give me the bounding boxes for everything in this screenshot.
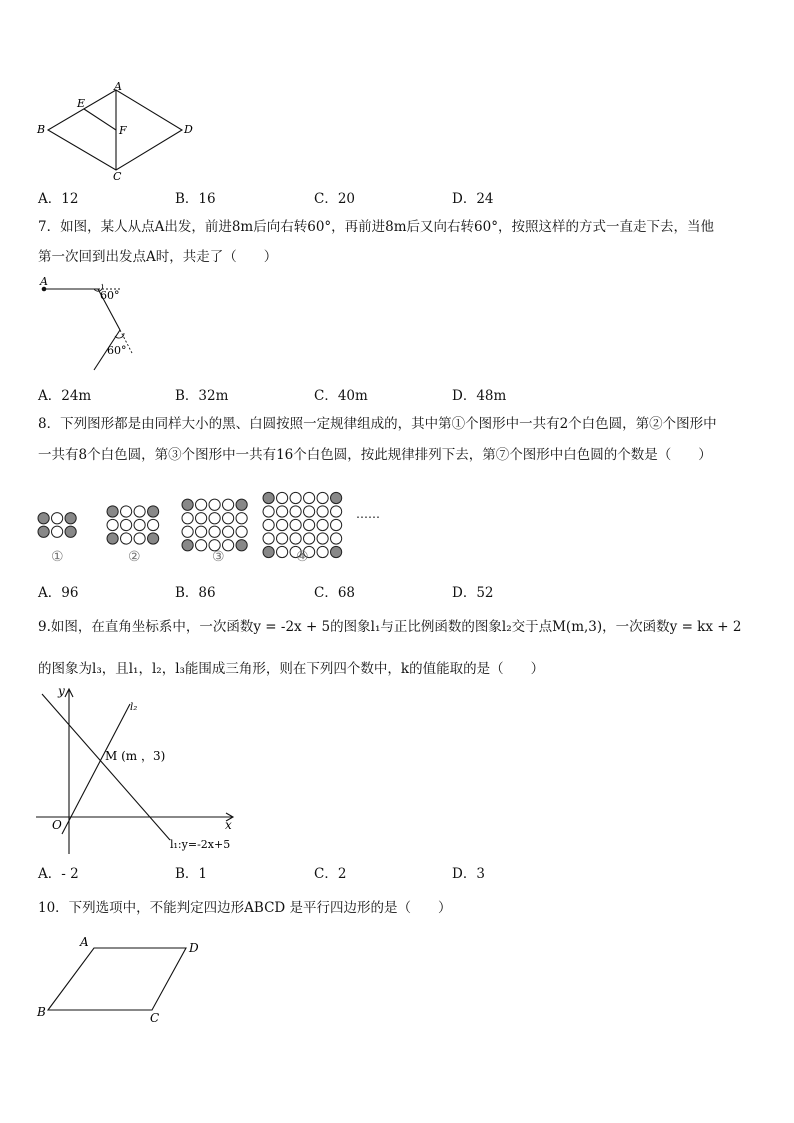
black-circle — [236, 499, 247, 510]
white-circle — [134, 533, 145, 544]
white-circle — [290, 506, 301, 517]
q8-option-b: B．86 — [175, 585, 216, 601]
q6-label-f: F — [119, 124, 127, 137]
q8-figure-label-2: ② — [128, 549, 141, 565]
black-circle — [263, 492, 274, 503]
q10-label-c: C — [150, 1011, 160, 1025]
white-circle — [196, 499, 207, 510]
black-circle — [263, 546, 274, 557]
black-circle — [331, 546, 342, 557]
q7-option-a: A．24m — [38, 388, 92, 404]
white-circle — [290, 492, 301, 503]
white-circle — [331, 519, 342, 530]
q6-rhombus-figure — [34, 80, 204, 180]
white-circle — [277, 519, 288, 530]
q9-option-a: A．- 2 — [38, 866, 79, 882]
white-circle — [196, 526, 207, 537]
q9-axis-x: x — [225, 818, 232, 832]
white-circle — [107, 519, 118, 530]
q7-label-a: A — [40, 275, 48, 288]
black-circle — [148, 506, 159, 517]
q9-point-m: M (m ，3) — [105, 749, 166, 763]
black-circle — [65, 513, 76, 524]
q8-ellipsis: …… — [356, 507, 380, 521]
white-circle — [182, 513, 193, 524]
white-circle — [263, 506, 274, 517]
q8-figure-label-4: ④ — [296, 549, 309, 565]
q8-text-line1: 8．下列图形都是由同样大小的黑、白圆按照一定规律组成的，其中第①个图形中一共有2个白色圆，第②个图形中 — [38, 416, 717, 432]
white-circle — [317, 492, 328, 503]
q7-option-c: C．40m — [314, 388, 368, 404]
white-circle — [317, 546, 328, 557]
white-circle — [209, 499, 220, 510]
white-circle — [304, 533, 315, 544]
white-circle — [304, 492, 315, 503]
q6-label-a: A — [114, 80, 122, 93]
q9-text-line1: 9.如图，在直角坐标系中，一次函数y = -2x + 5的图象l₁与正比例函数的图象l₂交于点M(m,3)，一次函数y = kx + 2 — [38, 619, 742, 635]
white-circle — [223, 526, 234, 537]
q8-figure-label-1: ① — [51, 549, 64, 565]
white-circle — [121, 506, 132, 517]
q7-angle-2: 60° — [107, 344, 127, 357]
q9-coordinate-figure — [30, 684, 250, 856]
white-circle — [236, 526, 247, 537]
q7-text-line1: 7．如图，某人从点A出发，前进8m后向右转60°，再前进8m后又向右转60°，按照这样的方式一直走下去，当他 — [38, 219, 714, 235]
q7-path-figure — [34, 274, 144, 374]
black-circle — [182, 540, 193, 551]
white-circle — [223, 499, 234, 510]
q9-label-l1: l₁:y=-2x+5 — [170, 838, 231, 851]
white-circle — [304, 519, 315, 530]
white-circle — [223, 513, 234, 524]
q6-label-d: D — [184, 123, 193, 136]
q9-text-line2: 的图象为l₃，且l₁，l₂，l₃能围成三角形，则在下列四个数中，k的值能取的是（ ） — [38, 661, 545, 677]
white-circle — [134, 506, 145, 517]
black-circle — [107, 533, 118, 544]
q6-label-c: C — [113, 170, 122, 180]
white-circle — [121, 519, 132, 530]
black-circle — [182, 499, 193, 510]
white-circle — [209, 513, 220, 524]
black-circle — [331, 492, 342, 503]
q10-label-d: D — [189, 941, 199, 955]
black-circle — [38, 513, 49, 524]
black-circle — [148, 533, 159, 544]
q7-angle-1: 60° — [100, 289, 120, 302]
white-circle — [52, 513, 63, 524]
white-circle — [196, 513, 207, 524]
white-circle — [277, 546, 288, 557]
white-circle — [209, 526, 220, 537]
q7-option-b: B．32m — [175, 388, 229, 404]
q6-option-c: C．20 — [314, 191, 356, 207]
white-circle — [331, 533, 342, 544]
black-circle — [38, 526, 49, 537]
white-circle — [52, 526, 63, 537]
q10-text-line1: 10．下列选项中，不能判定四边形ABCD 是平行四边形的是（ ） — [38, 900, 452, 916]
q6-label-e: E — [77, 97, 86, 110]
black-circle — [236, 540, 247, 551]
white-circle — [317, 519, 328, 530]
white-circle — [277, 506, 288, 517]
q6-option-b: B．16 — [175, 191, 216, 207]
black-circle — [65, 526, 76, 537]
q6-option-d: D．24 — [452, 191, 494, 207]
white-circle — [182, 526, 193, 537]
q9-option-b: B．1 — [175, 866, 208, 882]
white-circle — [121, 533, 132, 544]
q9-axis-y: y — [58, 684, 65, 698]
q8-figure-label-3: ③ — [212, 549, 225, 565]
white-circle — [331, 506, 342, 517]
q9-option-d: D．3 — [452, 866, 485, 882]
white-circle — [236, 513, 247, 524]
q8-text-line2: 一共有8个白色圆，第③个图形中一共有16个白色圆，按此规律排列下去，第⑦个图形中白色圆的个数是（ ） — [38, 447, 712, 463]
q7-text-line2: 第一次回到出发点A时，共走了（ ） — [38, 249, 278, 265]
q10-label-a: A — [80, 935, 89, 949]
q7-option-d: D．48m — [452, 388, 507, 404]
q10-parallelogram-figure — [34, 934, 214, 1026]
white-circle — [148, 519, 159, 530]
q6-label-b: B — [37, 123, 46, 136]
q10-label-b: B — [37, 1005, 46, 1019]
white-circle — [317, 506, 328, 517]
white-circle — [263, 519, 274, 530]
white-circle — [277, 533, 288, 544]
white-circle — [304, 506, 315, 517]
q6-option-a: A．12 — [38, 191, 79, 207]
white-circle — [196, 540, 207, 551]
white-circle — [317, 533, 328, 544]
black-circle — [107, 506, 118, 517]
q8-option-a: A．96 — [38, 585, 79, 601]
q9-label-l2: l₂ — [130, 702, 138, 713]
q8-option-c: C．68 — [314, 585, 356, 601]
white-circle — [263, 533, 274, 544]
q9-option-c: C．2 — [314, 866, 347, 882]
q8-option-d: D．52 — [452, 585, 494, 601]
white-circle — [290, 519, 301, 530]
q9-origin: O — [52, 818, 62, 832]
white-circle — [290, 533, 301, 544]
white-circle — [277, 492, 288, 503]
white-circle — [134, 519, 145, 530]
